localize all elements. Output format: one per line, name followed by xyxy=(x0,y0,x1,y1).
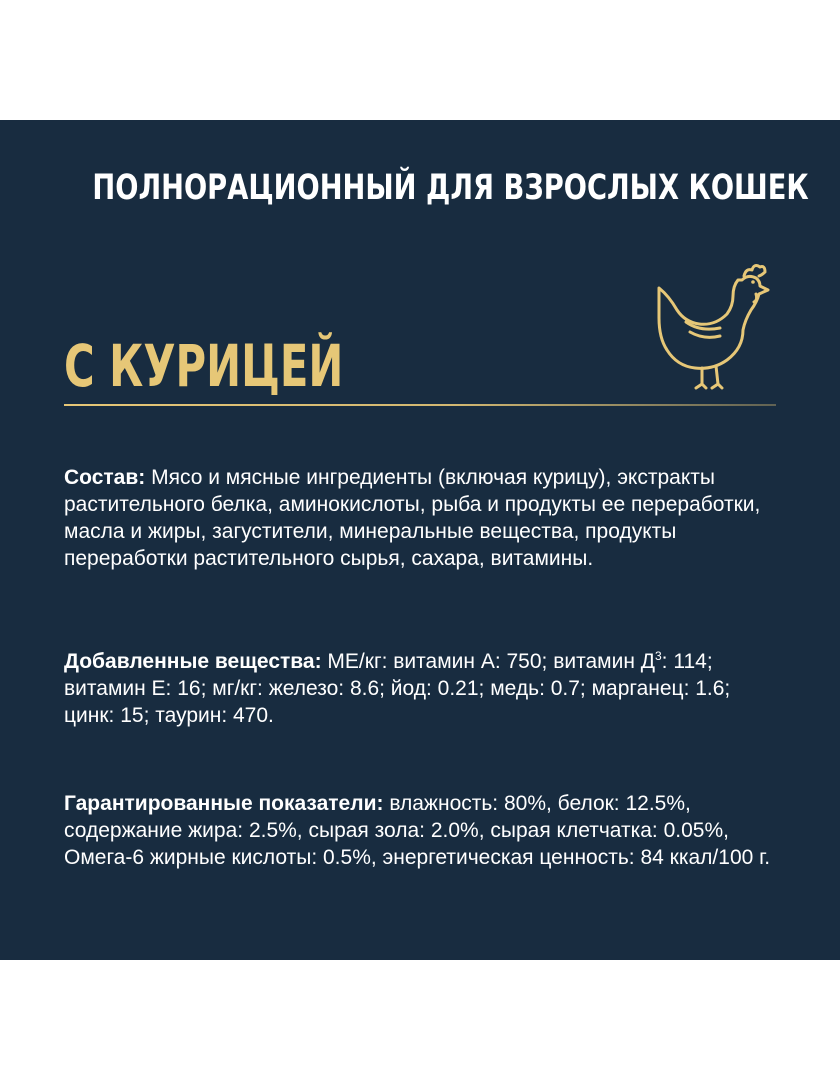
guaranteed-text: влажность: 80%, белок: 12.5%, содержание жира: 2.5%, сырая зола: 2.0%, сырая клетчатка: 0.05%, Омега-6 жирные кислоты: 0.5%, энергетическая ценность: 84 ккал/100 г. xyxy=(64,792,771,869)
chicken-icon xyxy=(652,260,770,390)
additives-superscript: 3 xyxy=(654,649,662,663)
flavor-title: С КУРИЦЕЙ xyxy=(64,332,344,400)
additives-label: Добавленные вещества: xyxy=(64,650,322,673)
gold-divider xyxy=(64,403,776,407)
headline: ПОЛНОРАЦИОННЫЙ ДЛЯ ВЗРОСЛЫХ КОШЕК xyxy=(92,168,809,208)
composition-label: Состав: xyxy=(64,466,146,489)
additives-block xyxy=(64,648,776,729)
additives-text-b: : 114; витамин Е: 16; мг/кг: железо: 8.6; йод: 0.21; медь: 0.7; марганец: 1.6; цинк: 15; таурин: 470. xyxy=(64,650,731,727)
composition-block xyxy=(64,464,776,572)
additives-text-a: МЕ/кг: витамин А: 750; витамин Д xyxy=(321,650,655,673)
composition-text: Мясо и мясные ингредиенты (включая курицу), экстракты растительного белка, аминокислоты, рыба и продукты ее переработки, масла и жиры, загустители, минеральные вещества, продукты переработки растительного сырья, сахара, витамины. xyxy=(64,466,761,570)
guaranteed-label: Гарантированные показатели: xyxy=(64,792,384,815)
guaranteed-block xyxy=(64,790,776,871)
product-info-panel xyxy=(0,120,840,960)
